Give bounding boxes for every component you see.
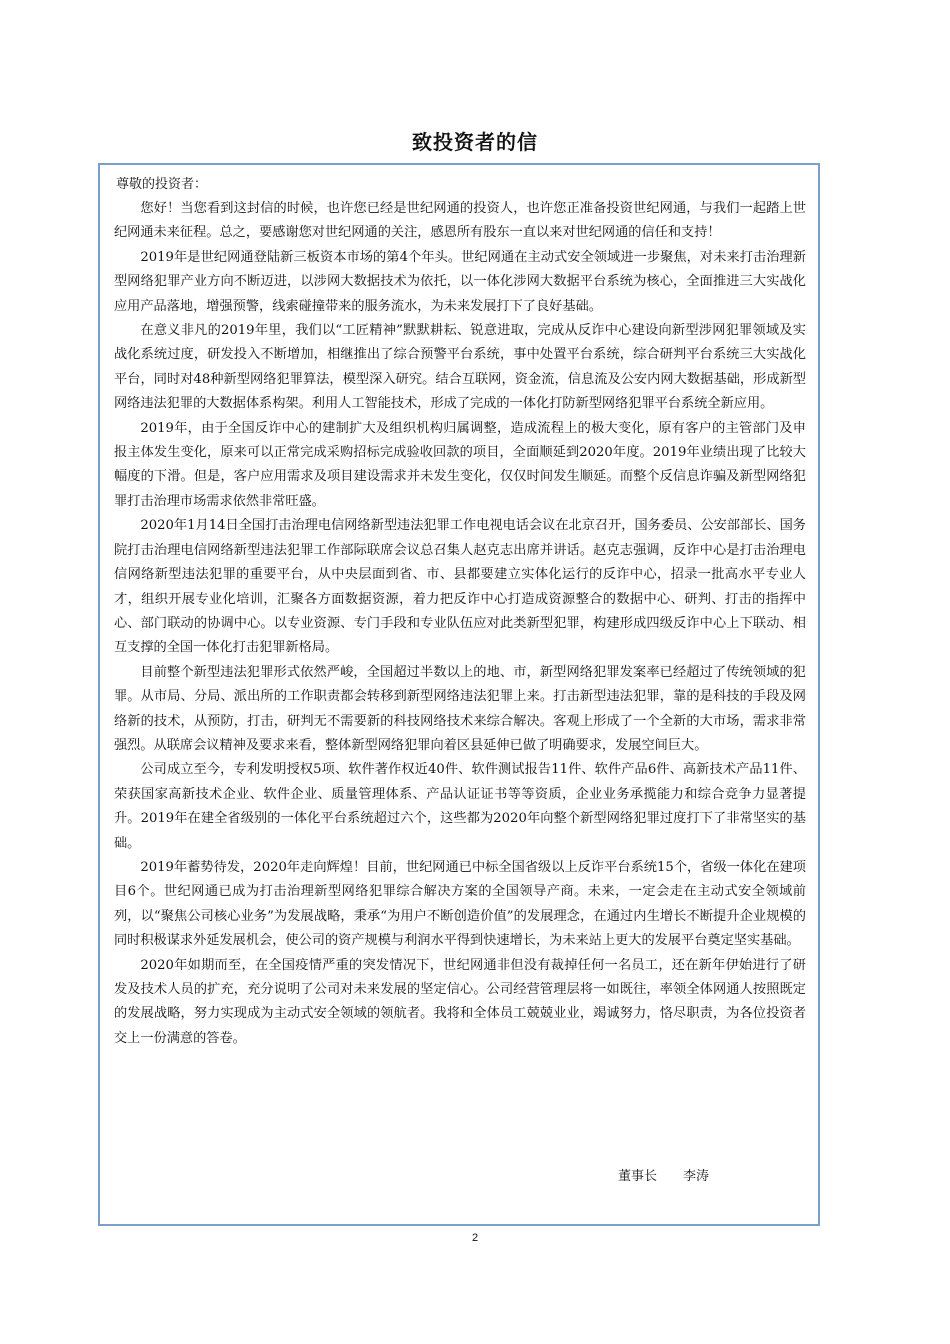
paragraph: 您好！当您看到这封信的时候，也许您已经是世纪网通的投资人，也许您正准备投资世纪网通，与我们一起踏上世纪网通未来征程。总之，要感谢您对世纪网通的关注，感恩所有股东一直以来对世纪网通的信任和支持！ bbox=[114, 201, 806, 241]
paragraph: 2019年是世纪网通登陆新三板资本市场的第4个年头。世纪网通在主动式安全领域进一步聚焦，对未来打击治理新型网络犯罪产业方向不断迈进，以涉网大数据技术为依托，以一体化涉网大数据平台系统为核心，全面推进三大实战化应用产品落地，增强预警，线索碰撞带来的服务流水，为未来发展打下了良好基础。 bbox=[114, 249, 806, 314]
letter-frame bbox=[98, 163, 820, 1226]
page-number: 2 bbox=[471, 1232, 479, 1244]
paragraph: 2020年1月14日全国打击治理电信网络新型违法犯罪工作电视电话会议在北京召开，国务委员、公安部部长、国务院打击治理电信网络新型违法犯罪工作部际联席会议总召集人赵克志出席并讲话。赵克志强调，反诈中心是打击治理电信网络新型违法犯罪的重要平台，从中央层面到省、市、县都要建立实体化运行的反诈中心，招录一批高水平专业人才，组织开展专业化培训，汇聚各方面数据资源，着力把反诈中心打造成资源整合的数据中心、研判、打击的指挥中心、部门联动的协调中心。以专业资源、专门手段和专业队伍应对此类新型犯罪，构建形成四级反诈中心上下联动、相互支撑的全国一体化打击犯罪新格局。 bbox=[114, 518, 806, 656]
paragraph: 在意义非凡的2019年里，我们以“工匠精神”默默耕耘、锐意进取，完成从反诈中心建设向新型涉网犯罪领域及实战化系统过度，研发投入不断增加，相继推出了综合预警平台系统，事中处置平台系统，综合研判平台系统三大实战化平台，同时对48种新型网络犯罪算法，模型深入研究。结合互联网，资金流，信息流及公安内网大数据基础，形成新型网络违法犯罪的大数据体系构架。利用人工智能技术，形成了完成的一体化打防新型网络犯罪平台系统全新应用。 bbox=[114, 323, 806, 412]
paragraph: 公司成立至今，专利发明授权5项、软件著作权近40件、软件测试报告11件、软件产品6件、高新技术产品11件、荣获国家高新技术企业、软件企业、质量管理体系、产品认证证书等等资质，企业业务承揽能力和综合竞争力显著提升。2019年在建全省级别的一体化平台系统超过六个，这些都为2020年向整个新型网络犯罪过度打下了非常坚实的基础。 bbox=[114, 762, 806, 851]
letter-body bbox=[114, 197, 806, 1051]
letter-title: 致投资者的信 bbox=[412, 130, 538, 154]
salutation: 尊敬的投资者： bbox=[116, 177, 208, 192]
paragraph: 目前整个新型违法犯罪形式依然严峻，全国超过半数以上的地、市，新型网络犯罪发案率已经超过了传统领域的犯罪。从市局、分局、派出所的工作职责都会转移到新型网络违法犯罪上来。打击新型违法犯罪，靠的是科技的手段及网络新的技术，从预防，打击，研判无不需要新的科技网络技术来综合解决。客观上形成了一个全新的大市场，需求非常强烈。从联席会议精神及要求来看，整体新型网络犯罪向着区县延伸已做了明确要求，发展空间巨大。 bbox=[114, 664, 806, 753]
paragraph: 2020年如期而至，在全国疫情严重的突发情况下，世纪网通非但没有裁掉任何一名员工，还在新年伊始进行了研发及技术人员的扩充，充分说明了公司对未来发展的坚定信心。公司经营管理层将一如既往，率领全体网通人按照既定的发展战略，努力实现成为主动式安全领域的领航者。我将和全体员工兢兢业业，竭诚努力，恪尽职责，为各位投资者交上一份满意的答卷。 bbox=[114, 957, 806, 1046]
signature bbox=[618, 1165, 709, 1184]
paragraph: 2019年，由于全国反诈中心的建制扩大及组织机构归属调整，造成流程上的极大变化，原有客户的主管部门及申报主体发生变化，原来可以正常完成采购招标完成验收回款的项目，全面顺延到2020年度。2019年业绩出现了比较大幅度的下滑。但是，客户应用需求及项目建设需求并未发生变化，仅仅时间发生顺延。而整个反信息诈骗及新型网络犯罪打击治理市场需求依然非常旺盛。 bbox=[114, 420, 806, 509]
signature-name: 李涛 bbox=[683, 1169, 710, 1184]
paragraph: 2019年蓄势待发，2020年走向辉煌！目前，世纪网通已中标全国省级以上反诈平台系统15个，省级一体化在建项目6个。世纪网通已成为打击治理新型网络犯罪综合解决方案的全国领导产商。未来，一定会走在主动式安全领域前列，以“聚焦公司核心业务”为发展战略，秉承“为用户不断创造价值”的发展理念，在通过内生增长不断提升企业规模的同时积极谋求外延发展机会，使公司的资产规模与利润水平得到快速增长，为未来站上更大的发展平台奠定坚实基础。 bbox=[114, 859, 806, 949]
signature-role: 董事长 bbox=[618, 1169, 658, 1184]
